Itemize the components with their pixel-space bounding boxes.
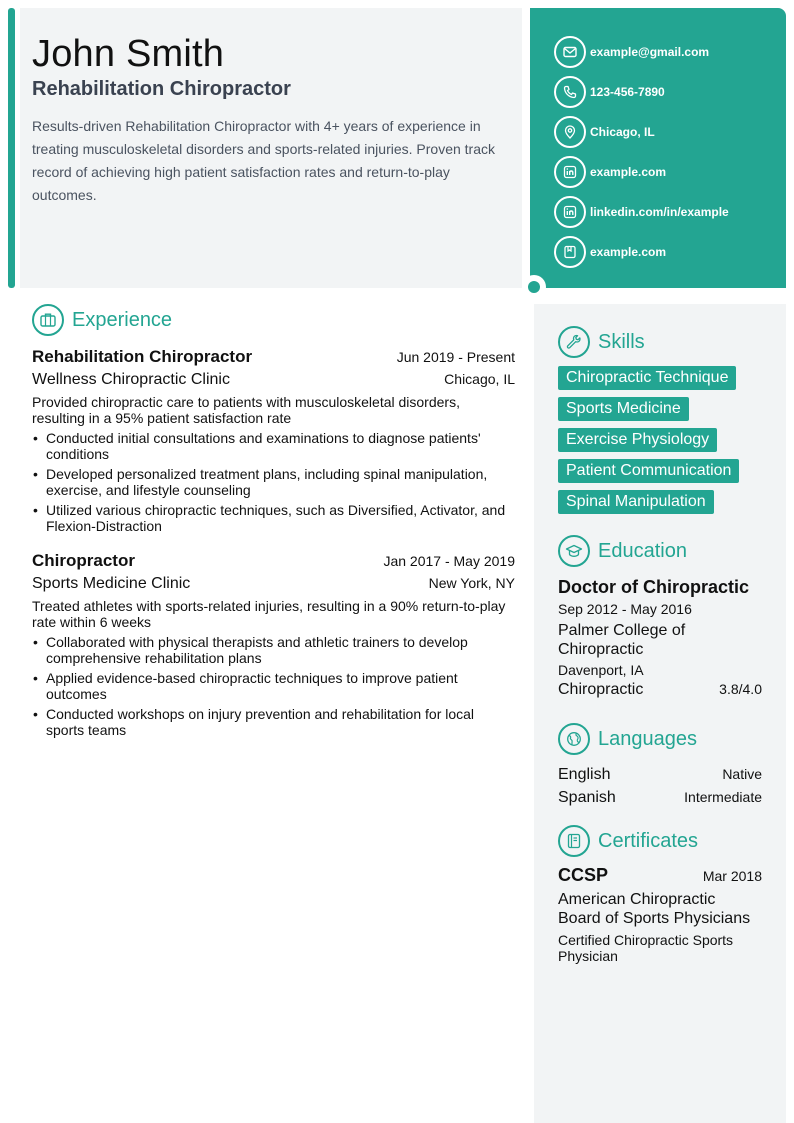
experience-title: Experience — [72, 308, 173, 331]
language-row — [558, 786, 762, 809]
skill-tag: Exercise Physiology — [558, 428, 717, 452]
location-pin-icon — [554, 116, 586, 148]
certificates-heading — [558, 825, 762, 857]
list-item: • Utilized various chiropractic techniques, such as Diversified, Activator, and Flexion-Distraction — [32, 502, 515, 534]
experience-item — [32, 346, 515, 534]
contact-linkedin[interactable] — [554, 192, 786, 232]
job-title: Rehabilitation Chiropractor — [32, 347, 253, 366]
graduation-cap-icon — [558, 535, 590, 567]
list-item: • Developed personalized treatment plans, including spinal manipulation, exercise, and lifestyle counseling — [32, 466, 515, 498]
contact-portfolio-text: example.com — [590, 245, 667, 259]
education-degree: Doctor of Chiropractic — [558, 577, 750, 597]
language-name: Spanish — [558, 789, 616, 806]
skill-tag: Patient Communication — [558, 459, 739, 483]
briefcase-icon — [32, 304, 64, 336]
job-description: Treated athletes with sports-related injuries, resulting in a 90% return-to-play rate within 6 weeks — [32, 598, 506, 630]
education-heading — [558, 535, 762, 567]
contact-portfolio[interactable] — [554, 232, 786, 272]
job-company: Wellness Chiropractic Clinic — [32, 371, 230, 388]
skill-tag: Sports Medicine — [558, 397, 689, 421]
certificate-icon — [558, 825, 590, 857]
education-location: Davenport, IA — [558, 662, 644, 678]
skills-title: Skills — [598, 330, 645, 353]
job-location: New York, NY — [428, 575, 515, 591]
contact-location-text: Chicago, IL — [590, 125, 655, 139]
education-title: Education — [598, 539, 687, 562]
certificates-title: Certificates — [598, 829, 699, 852]
certificate-date: Mar 2018 — [702, 868, 762, 884]
education-date: Sep 2012 - May 2016 — [558, 601, 692, 617]
list-item: • Conducted initial consultations and examinations to diagnose patients' conditions — [32, 430, 515, 462]
language-name: English — [558, 766, 611, 783]
skills-list — [558, 366, 762, 521]
certificate-issuer: American Chiropractic Board of Sports Physicians — [558, 891, 751, 927]
language-row — [558, 763, 762, 786]
summary: Results-driven Rehabilitation Chiropractor with 4+ years of experience in treating musculoskeletal disorders and sports-related injuries. Proven track record of achieving high patient satisfaction rates and return-to-play outcomes. — [32, 118, 495, 203]
experience-item — [32, 550, 515, 738]
phone-icon — [554, 76, 586, 108]
languages-section — [558, 723, 762, 809]
contact-website[interactable] — [554, 152, 786, 192]
job-bullets — [32, 634, 515, 738]
mail-icon — [554, 36, 586, 68]
education-school: Palmer College of Chiropractic — [558, 622, 686, 658]
globe-icon — [558, 723, 590, 755]
contact-linkedin-text: linkedin.com/in/example — [590, 205, 729, 219]
list-item: • Applied evidence-based chiropractic techniques to improve patient outcomes — [32, 670, 515, 702]
candidate-name: John Smith — [32, 33, 225, 75]
job-company: Sports Medicine Clinic — [32, 575, 191, 592]
certificate-name: CCSP — [558, 865, 609, 885]
contact-website-text: example.com — [590, 165, 667, 179]
accent-bar — [8, 8, 15, 288]
language-level: Native — [722, 766, 762, 782]
certificate-description: Certified Chiropractic Sports Physician — [558, 932, 734, 964]
linkedin-icon — [554, 196, 586, 228]
experience-heading — [32, 304, 515, 336]
contact-location — [554, 112, 786, 152]
linkedin-icon — [554, 156, 586, 188]
contact-phone[interactable] — [554, 72, 786, 112]
education-section — [558, 535, 762, 699]
job-date: Jan 2017 - May 2019 — [383, 553, 515, 569]
contact-email[interactable] — [554, 32, 786, 72]
education-gpa: 3.8/4.0 — [719, 681, 762, 697]
candidate-title: Rehabilitation Chiropractor — [32, 78, 291, 100]
decorative-dot — [528, 281, 540, 293]
languages-heading — [558, 723, 762, 755]
portfolio-icon — [554, 236, 586, 268]
certificates-section — [558, 825, 762, 964]
header — [20, 8, 522, 288]
main-column — [32, 304, 515, 742]
contact-email-text: example@gmail.com — [590, 45, 710, 59]
job-date: Jun 2019 - Present — [396, 349, 515, 365]
language-level: Intermediate — [684, 789, 762, 805]
list-item: • Collaborated with physical therapists and athletic trainers to develop comprehensive rehabilitation plans — [32, 634, 515, 666]
job-description: Provided chiropractic care to patients with musculoskeletal disorders, resulting in a 95% patient satisfaction rate — [32, 394, 460, 426]
list-item: • Conducted workshops on injury prevention and rehabilitation for local sports teams — [32, 706, 515, 738]
contact-panel — [530, 8, 786, 288]
skill-tag: Chiropractic Technique — [558, 366, 736, 390]
contact-phone-text: 123-456-7890 — [590, 85, 665, 99]
skill-tag: Spinal Manipulation — [558, 490, 714, 514]
job-bullets — [32, 430, 515, 534]
education-field: Chiropractic — [558, 681, 644, 698]
job-title: Chiropractor — [32, 551, 135, 570]
skills-heading — [558, 326, 762, 358]
job-location: Chicago, IL — [444, 371, 515, 387]
wrench-icon — [558, 326, 590, 358]
languages-title: Languages — [598, 727, 697, 750]
sidebar — [534, 304, 786, 1123]
